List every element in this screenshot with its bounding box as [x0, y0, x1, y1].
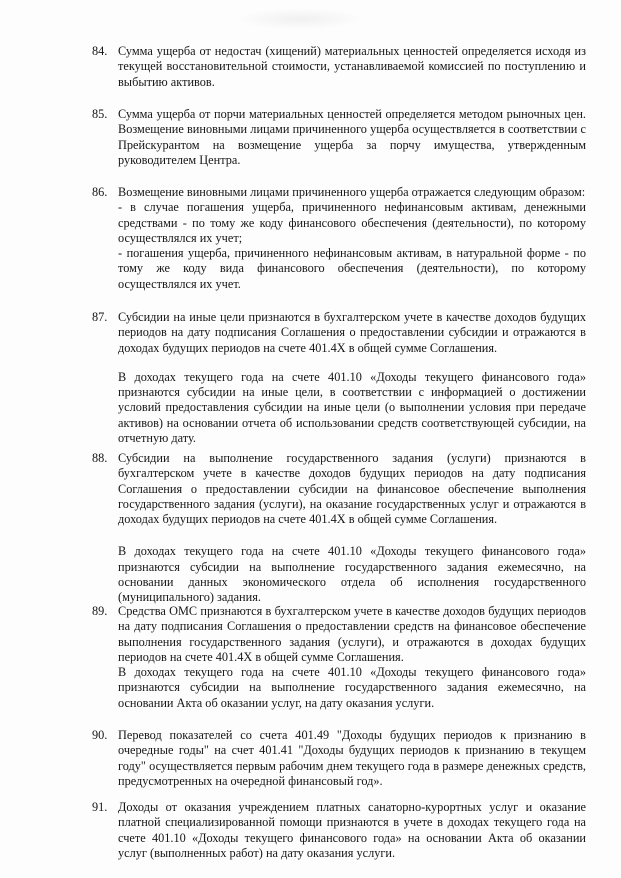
- clause-86: [92, 185, 586, 292]
- clause-number: 84.: [92, 44, 108, 58]
- clause-text: Сумма ущерба от порчи материальных ценностей определяется методом рыночных цен. Возмещение виновными лицами причиненного ущерба осуществляется в соответствии с Прейскурантом на возмещение ущерба за порчу имущества, утвержденным руководителем Центра.: [118, 107, 586, 167]
- clause-89: [92, 604, 586, 711]
- clause-text: В доходах текущего года на счете 401.10 «Доходы текущего финансового года» признаются субсидии на иные цели, в соответствии с информацией о достижении условий предоставления субсидии на иные цели (о выполнении условия при передаче активов) на основании отчета об использовании средств соответствующей субсидии, на отчетную дату.: [118, 369, 586, 446]
- clause-text: - в случае погашения ущерба, причиненного нефинансовым активам, денежными средствами - по тому же коду финансового обеспечения (деятельности), по которому осуществлялся их учет;: [118, 200, 586, 245]
- clause-text: Средства ОМС признаются в бухгалтерском учете в качестве доходов будущих периодов на дату подписания Соглашения о предоставлении средств на финансовое обеспечение выполнения государственного задания (услуги), и отражаются в доходах будущих периодов на счете 401.4X в общей сумме Соглашения.: [118, 604, 586, 664]
- clause-text: - погашения ущерба, причиненного нефинансовым активам, в натуральной форме - по тому же коду вида финансового обеспечения (деятельности), по которому осуществлялся их учет.: [118, 246, 586, 291]
- clause-84: [92, 44, 586, 90]
- clause-number: 86.: [92, 185, 108, 199]
- clause-text: В доходах текущего года на счете 401.10 «Доходы текущего финансового года» признаются субсидии на выполнение государственного задания ежемесячно, на основании Акта об оказании услуг, на дату оказания услуги.: [118, 665, 586, 710]
- clause-text: Перевод показателей со счета 401.49 "Доходы будущих периодов к признанию в очередные годы" на счет 401.41 "Доходы будущих периодов к признанию в текущем году" осуществляется первым рабочим днем текущего года в размере денежных средств, предусмотренных на очередной финансовый год».: [118, 728, 586, 788]
- clause-number: 87.: [92, 310, 108, 324]
- clause-88: [92, 451, 586, 606]
- clause-number: 90.: [92, 728, 108, 742]
- clause-number: 88.: [92, 451, 108, 465]
- clause-number: 89.: [92, 604, 108, 618]
- clause-90: [92, 728, 586, 789]
- clause-text: Субсидии на выполнение государственного задания (услуги) признаются в бухгалтерском учете в качестве доходов будущих периодов на дату подписания Соглашения о предоставлении субсидии на финансовое обеспечение выполнения государственного задания (услуги), на оказание государственных услуг и отражаются в доходах будущих периодов на счете 401.4X в общей сумме Соглашения.: [118, 451, 586, 527]
- clause-number: 91.: [92, 800, 108, 814]
- clause-85: [92, 107, 586, 168]
- scan-smudge: [235, 8, 365, 30]
- clause-text: Сумма ущерба от недостач (хищений) материальных ценностей определяется исходя из текущей восстановительной стоимости, устанавливаемой комиссией по поступлению и выбытию активов.: [118, 44, 586, 89]
- clause-text: Доходы от оказания учреждением платных санаторно-курортных услуг и оказание платной специализированной помощи признаются в учете в доходах текущего года на счете 401.10 «Доходы текущего финансового года» на основании Акта об оказании услуг (выполненных работ) на дату оказания услуги.: [118, 800, 586, 860]
- clause-number: 85.: [92, 107, 108, 121]
- clause-91: [92, 800, 586, 861]
- clause-87: [92, 310, 586, 446]
- clause-text: Возмещение виновными лицами причиненного ущерба отражается следующим образом:: [118, 185, 586, 199]
- clause-text: В доходах текущего года на счете 401.10 «Доходы текущего финансового года» признаются субсидии на выполнение государственного задания ежемесячно, на основании данных экономического отдела об исполнения государственного (муниципального) задания.: [118, 544, 586, 605]
- clause-text: Субсидии на иные цели признаются в бухгалтерском учете в качестве доходов будущих периодов на дату подписания Соглашения о предоставлении субсидии и отражаются в доходах будущих периодов на счете 401.4X в общей сумме Соглашения.: [118, 310, 586, 355]
